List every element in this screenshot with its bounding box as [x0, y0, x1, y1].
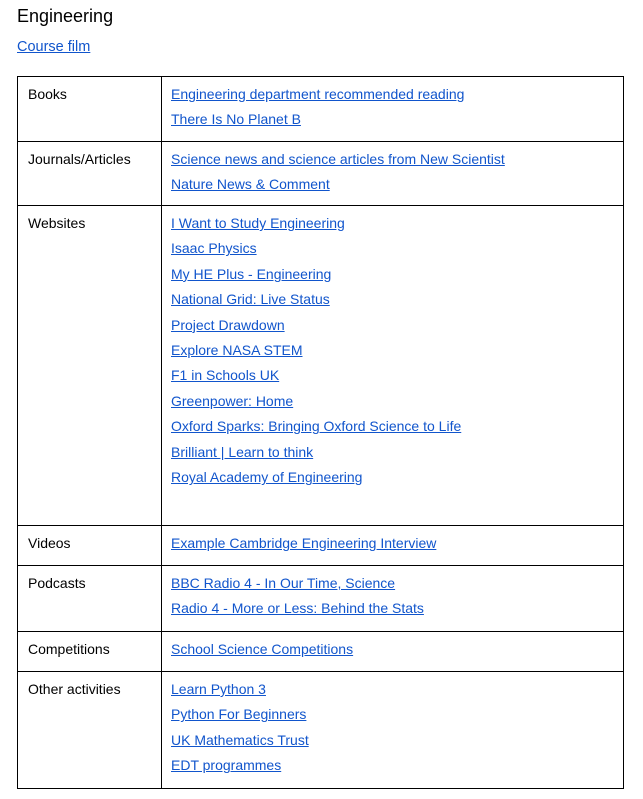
resource-link[interactable]: Engineering department recommended reading: [171, 86, 465, 102]
category-cell: [18, 142, 162, 206]
links-cell: [162, 566, 624, 632]
category-cell: [18, 566, 162, 632]
category-cell: [18, 672, 162, 789]
category-label-websites: Websites: [28, 215, 86, 231]
table-row: [18, 526, 624, 566]
table-row: [18, 77, 624, 142]
table-row: [18, 672, 624, 789]
links-cell: [162, 77, 624, 142]
resource-link[interactable]: UK Mathematics Trust: [171, 731, 309, 748]
category-label-podcasts: Podcasts: [28, 575, 86, 591]
resource-link[interactable]: Learn Python 3: [171, 681, 266, 697]
links-cell: [162, 672, 624, 789]
category-label-competitions: Competitions: [28, 641, 110, 657]
table-row: [18, 566, 624, 632]
resource-link[interactable]: F1 in Schools UK: [171, 367, 280, 384]
resource-link[interactable]: Python For Beginners: [171, 706, 307, 723]
links-cell: [162, 526, 624, 566]
category-cell: [18, 77, 162, 142]
resources-table: [17, 76, 624, 789]
category-label-videos: Videos: [28, 535, 71, 551]
resource-link[interactable]: Brilliant | Learn to think: [171, 443, 314, 460]
resource-link[interactable]: National Grid: Live Status: [171, 291, 330, 308]
category-label-books: Books: [28, 86, 67, 102]
links-cell: [162, 206, 624, 526]
resource-link[interactable]: Project Drawdown: [171, 316, 285, 333]
category-cell: [18, 206, 162, 526]
resource-link[interactable]: Greenpower: Home: [171, 392, 294, 409]
category-cell: [18, 526, 162, 566]
resource-link[interactable]: Explore NASA STEM: [171, 342, 303, 359]
category-label-journals: Journals/Articles: [28, 151, 131, 167]
category-cell: [18, 632, 162, 672]
resource-link[interactable]: There Is No Planet B: [171, 111, 301, 128]
resource-link[interactable]: Nature News & Comment: [171, 176, 330, 193]
table-row: [18, 142, 624, 206]
course-film-link[interactable]: Course film: [17, 39, 91, 55]
resource-link[interactable]: Oxford Sparks: Bringing Oxford Science to Life: [171, 418, 462, 435]
resource-link[interactable]: My HE Plus - Engineering: [171, 265, 332, 282]
resource-link[interactable]: Example Cambridge Engineering Interview: [171, 535, 437, 551]
links-cell: [162, 632, 624, 672]
links-cell: [162, 142, 624, 206]
resource-link[interactable]: Isaac Physics: [171, 240, 257, 257]
resource-link[interactable]: BBC Radio 4 - In Our Time, Science: [171, 575, 396, 591]
page-title: Engineering: [17, 6, 114, 26]
resource-link[interactable]: Science news and science articles from New Scientist: [171, 151, 505, 167]
resource-link[interactable]: I Want to Study Engineering: [171, 215, 345, 231]
table-row: [18, 632, 624, 672]
table-row: [18, 206, 624, 526]
resource-link[interactable]: Radio 4 - More or Less: Behind the Stats: [171, 600, 424, 617]
category-label-other-activities: Other activities: [28, 681, 121, 697]
resource-link[interactable]: School Science Competitions: [171, 641, 354, 657]
resource-link[interactable]: EDT programmes: [171, 757, 282, 774]
resource-link[interactable]: Royal Academy of Engineering: [171, 469, 363, 486]
